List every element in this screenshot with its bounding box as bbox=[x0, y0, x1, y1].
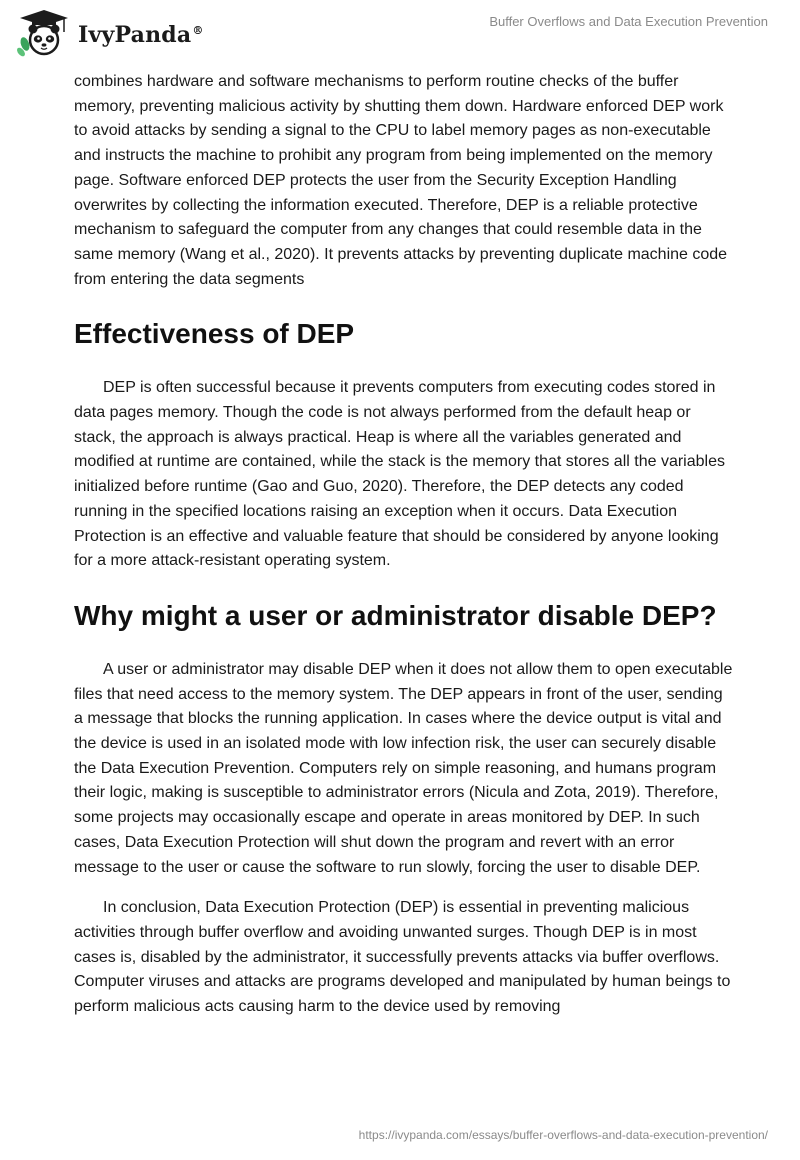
section-heading-why-disable: Why might a user or administrator disable DEP? bbox=[74, 599, 717, 631]
section-heading-effectiveness: Effectiveness of DEP bbox=[74, 318, 355, 350]
page-header bbox=[0, 0, 800, 68]
essay-content bbox=[74, 70, 734, 1020]
document-title: Buffer Overflows and Data Execution Prevention bbox=[489, 14, 768, 29]
effectiveness-paragraph: DEP is often successful because it prevents computers from executing codes stored in data pages memory. Though the code is not always performed from the default heap or stack, the approach is always practical. Heap is where all the variables generated and modified at runtime are contained, while the stack is the memory that stores all the variables initialized before runtime (Gao and Guo, 2020). Therefore, the DEP detects any coded running in the specified locations raising an exception when it occurs. Data Execution Protection is an effective and valuable feature that should be considered by anyone looking for a more attack-resistant operating system. bbox=[74, 379, 725, 570]
conclusion-paragraph: In conclusion, Data Execution Protection (DEP) is essential in preventing malicious activities through buffer overflow and avoiding unwanted surges. Though DEP is in most cases is, disabled by the administrator, it successfully prevents attacks via buffer overflows. Computer viruses and attacks are programs developed and manipulated by human beings to perform malicious acts causing harm to the device used by removing bbox=[74, 899, 731, 1016]
panda-graduate-icon bbox=[16, 8, 72, 58]
why-disable-paragraph: A user or administrator may disable DEP when it does not allow them to open executable files that need access to the memory system. The DEP appears in front of the user, sending a message that blocks the running application. In cases where the device output is vital and the device is used in an isolated mode with low infection risk, the user can securely disable the Data Execution Prevention. Computers rely on simple reasoning, and humans program their logic, making is susceptible to administrator errors (Nicula and Zota, 2019). Therefore, some projects may occasionally escape and operate in areas monitored by DEP. In such cases, Data Execution Protection will shut down the program and revert with an error message to the user or cause the software to run slowly, forcing the user to disable DEP. bbox=[74, 660, 733, 876]
brand-logo[interactable] bbox=[16, 8, 204, 58]
source-url[interactable]: https://ivypanda.com/essays/buffer-overflows-and-data-execution-prevention/ bbox=[358, 1128, 768, 1142]
intro-paragraph: combines hardware and software mechanisms to perform routine checks of the buffer memory, preventing malicious activity by shutting them down. Hardware enforced DEP work to avoid attacks by sending a signal to the CPU to label memory pages as non-executable and instructs the machine to prohibit any program from being implemented on the memory page. Software enforced DEP protects the user from the Security Exception Handling overwrites by collecting the information executed. Therefore, DEP is a reliable protective mechanism to safeguard the computer from any changes that could resemble data in the same memory (Wang et al., 2020). It prevents attacks by preventing duplicate machine code from entering the data segments bbox=[74, 73, 728, 288]
paragraph-spacer bbox=[74, 880, 734, 896]
brand-name: IvyPanda® bbox=[78, 22, 204, 48]
